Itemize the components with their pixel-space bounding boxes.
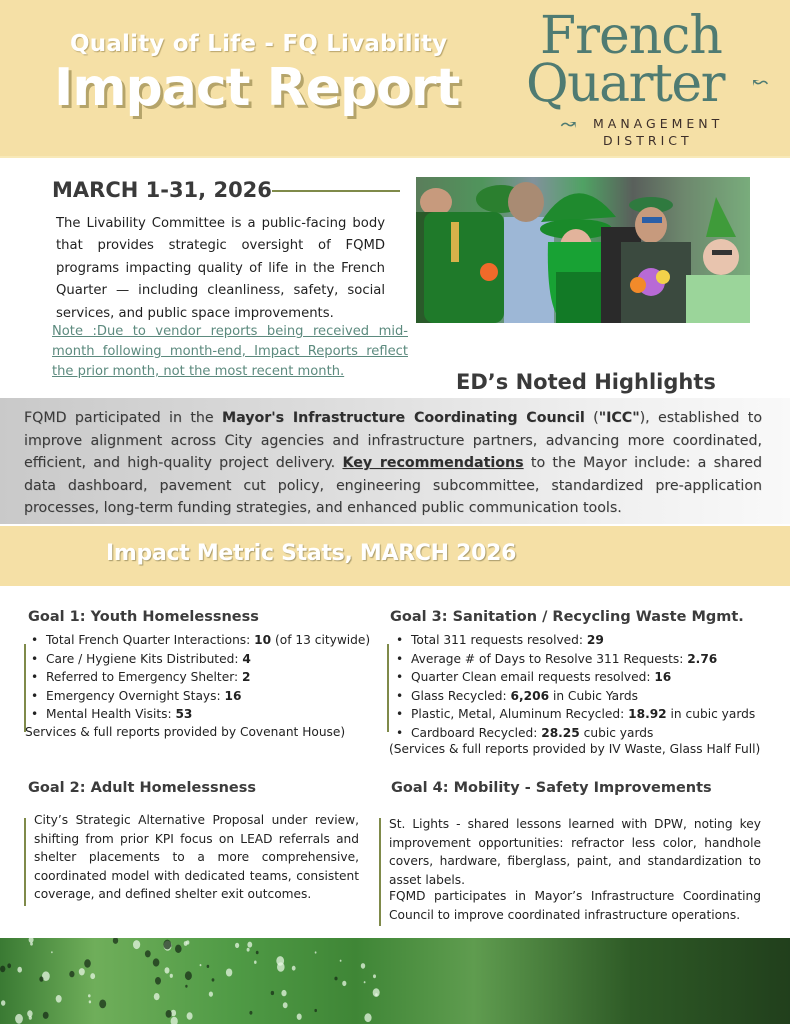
goal3-item — [393, 668, 755, 687]
metric-value: 53 — [175, 707, 193, 721]
raindrop — [364, 981, 366, 983]
raindrop — [292, 966, 296, 971]
raindrop — [69, 971, 74, 977]
metric-label: Emergency Overnight Stays: — [46, 688, 225, 703]
metric-label: Plastic, Metal, Aluminum Recycled: — [411, 707, 629, 721]
raindrop — [39, 976, 43, 981]
raindrop — [361, 963, 365, 969]
goal2-title: Goal 2: Adult Homelessness — [28, 780, 256, 796]
highlights-text — [24, 407, 762, 520]
stats-banner — [0, 526, 790, 586]
raindrop — [90, 973, 95, 979]
swirl-ornament-icon: ↜ — [752, 70, 769, 94]
raindrop — [375, 993, 378, 996]
raindrop — [1, 1000, 5, 1006]
raindrop — [88, 994, 91, 997]
goal1-item — [28, 631, 370, 650]
raindrop — [113, 938, 118, 944]
goal2-description: City’s Strategic Alternative Proposal under review, shifting from prior KPI focus on LEAD referrals and shelter placements to a more comprehensive, coordinated model with dedicated teams, consistent coverage, and defined shelter exit outcomes. — [34, 813, 359, 901]
goal3-list — [393, 631, 755, 742]
highlights-text-part: ( — [584, 410, 599, 426]
goal3-footnote: (Services & full reports provided by IV Waste, Glass Half Full) — [389, 742, 761, 756]
raindrop — [254, 961, 257, 964]
metric-suffix: in cubic yards — [666, 707, 756, 721]
goal2-accent-bar — [24, 818, 26, 906]
goal4-accent-bar — [379, 818, 381, 926]
highlights-text-part: ), established to improve alignment across City agencies and infrastructure partners, advancing more coordinated, efficient, and high-quality project delivery. — [24, 410, 763, 472]
goal1-item — [28, 687, 370, 706]
raindrop — [235, 943, 239, 948]
raindrop — [314, 1009, 317, 1012]
raindrop — [297, 1014, 302, 1020]
goal3-item — [393, 687, 755, 706]
raindrop — [315, 951, 317, 953]
raindrop — [277, 962, 285, 971]
metric-label: Cardboard Recycled: — [411, 725, 542, 740]
raindrop — [29, 1016, 32, 1020]
goal1-item — [28, 650, 370, 669]
report-subtitle: Quality of Life - FQ Livability — [70, 31, 448, 57]
swirl-ornament-icon: ↝ — [560, 112, 577, 136]
raindrop — [334, 977, 337, 981]
goal1-item — [28, 705, 370, 724]
raindrop — [209, 992, 213, 997]
raindrop — [184, 941, 188, 946]
raindrop — [154, 993, 160, 1000]
reporting-note-link[interactable]: Note :Due to vendor reports being received mid-month following month-end, Impact Reports reflect the prior month, not the most recent month. — [52, 324, 408, 379]
raindrop — [226, 969, 232, 977]
raindrop — [170, 974, 173, 978]
logo-management: MANAGEMENT — [593, 116, 724, 131]
raindrop — [163, 940, 171, 950]
metric-value: 16 — [224, 688, 242, 703]
raindrop — [342, 981, 346, 986]
raindrop — [200, 964, 202, 966]
raindrop — [281, 990, 286, 996]
metric-value: 6,206 — [510, 688, 550, 703]
raindrop — [364, 1013, 371, 1022]
raindrop — [84, 959, 91, 967]
report-title: Impact Report — [54, 58, 460, 118]
header-banner — [0, 0, 790, 158]
metric-suffix: cubic yards — [579, 725, 654, 740]
date-heading: MARCH 1-31, 2026 — [52, 178, 272, 202]
raindrop — [51, 951, 53, 953]
metric-value: 4 — [242, 651, 251, 666]
raindrop — [15, 1014, 23, 1024]
raindrop — [247, 948, 250, 952]
raindrop — [166, 1010, 172, 1018]
metric-label: Care / Hygiene Kits Distributed: — [46, 651, 243, 666]
highlights-panel — [0, 398, 790, 524]
logo-french: French — [540, 6, 722, 66]
goal3-accent-bar — [387, 644, 389, 732]
raindrop — [247, 942, 252, 948]
raindrop — [185, 985, 187, 988]
metric-suffix: (of 13 citywide) — [271, 633, 371, 647]
key-recommendations-link[interactable]: Key recommendations — [342, 455, 524, 472]
stats-title: Impact Metric Stats, MARCH 2026 — [106, 541, 517, 566]
raindrop — [283, 1002, 288, 1008]
goal4-icc-note: FQMD participates in Mayor’s Infrastructure Coordinating Council to improve coordinated infrastructure operations. — [389, 889, 761, 922]
raindrop — [89, 1000, 91, 1003]
goal4-description: St. Lights - shared lessons learned with DPW, noting key improvement opportunities: refractor less color, handhole covers, hardware, fiberglass, paint, and standardization to asset labels. — [389, 817, 761, 887]
goal3-item — [393, 724, 755, 743]
logo-district: DISTRICT — [603, 133, 693, 148]
raindrop — [256, 951, 259, 955]
raindrop — [185, 971, 192, 980]
raindrop — [145, 950, 151, 957]
raindrop — [373, 974, 376, 978]
fqmd-logo — [520, 8, 790, 153]
metric-label: Glass Recycled: — [411, 688, 511, 703]
metric-value: 2.76 — [687, 651, 718, 666]
metric-value: 18.92 — [628, 707, 667, 721]
committee-description: The Livability Committee is a public-facing body that provides strategic oversight of FQMD programs impacting quality of life in the French Quarter — including cleanliness, safety, social services, and public space improvements. — [56, 216, 385, 321]
metric-label: Mental Health Visits: — [46, 707, 176, 721]
goal1-list — [28, 631, 370, 724]
metric-value: 28.25 — [541, 725, 580, 740]
goal3-title: Goal 3: Sanitation / Recycling Waste Mgmt. — [390, 609, 744, 625]
raindrop — [30, 942, 33, 945]
goal1-title: Goal 1: Youth Homelessness — [28, 609, 259, 625]
logo-quarter: Quarter — [526, 54, 725, 114]
raindrop — [56, 995, 62, 1003]
raindrop — [29, 938, 34, 943]
highlights-text-part: FQMD participated in the — [24, 410, 222, 426]
raindrop — [187, 1012, 193, 1019]
metric-value: 10 — [254, 633, 272, 647]
metric-label: Total French Quarter Interactions: — [46, 633, 255, 647]
goal3-item — [393, 631, 755, 650]
raindrop — [99, 1000, 106, 1009]
icc-abbreviation: "ICC" — [598, 410, 640, 426]
raindrop — [171, 1017, 178, 1024]
metric-value: 2 — [241, 670, 251, 684]
metric-label: Average # of Days to Resolve 311 Requests: — [411, 651, 688, 666]
raindrop — [340, 960, 342, 962]
icc-name: Mayor's Infrastructure Coordinating Council — [221, 410, 585, 426]
goal3-item — [393, 650, 755, 669]
metric-label: Referred to Emergency Shelter: — [46, 670, 242, 684]
raindrops-footer-image — [0, 938, 790, 1024]
raindrop — [153, 958, 160, 966]
raindrop — [79, 968, 85, 975]
raindrops-illustration — [0, 938, 790, 1024]
raindrop — [271, 991, 274, 995]
raindrop — [17, 967, 22, 973]
metric-label: Total 311 requests resolved: — [411, 633, 587, 647]
raindrop — [43, 1012, 49, 1019]
raindrop — [155, 977, 161, 985]
metric-label: Quarter Clean email requests resolved: — [411, 670, 655, 684]
raindrop — [7, 963, 11, 968]
highlights-heading: ED’s Noted Highlights — [456, 370, 716, 394]
parade-photo — [416, 177, 750, 323]
goal1-accent-bar — [24, 644, 26, 732]
metric-suffix: in Cubic Yards — [549, 688, 638, 703]
goal3-item — [393, 705, 755, 724]
parade-photo-illustration — [416, 177, 750, 323]
raindrop — [207, 965, 210, 968]
goal1-item — [28, 668, 370, 687]
raindrop — [175, 945, 182, 953]
raindrop — [133, 940, 140, 949]
heading-rule — [272, 190, 400, 192]
metric-value: 16 — [654, 670, 672, 684]
goal1-footnote: Services & full reports provided by Covenant House) — [25, 725, 346, 739]
raindrop — [212, 978, 215, 981]
raindrop — [0, 966, 5, 973]
raindrop — [249, 1011, 252, 1015]
raindrop — [165, 967, 170, 973]
highlights-text-part: to the Mayor include: a shared data dashboard, pavement cut policy, engineering subcommittee, standardized pre-application processes, long-term funding strategies, and enhanced public communication tools. — [24, 455, 762, 517]
metric-value: 29 — [586, 633, 604, 647]
goal4-title: Goal 4: Mobility - Safety Improvements — [391, 780, 712, 796]
